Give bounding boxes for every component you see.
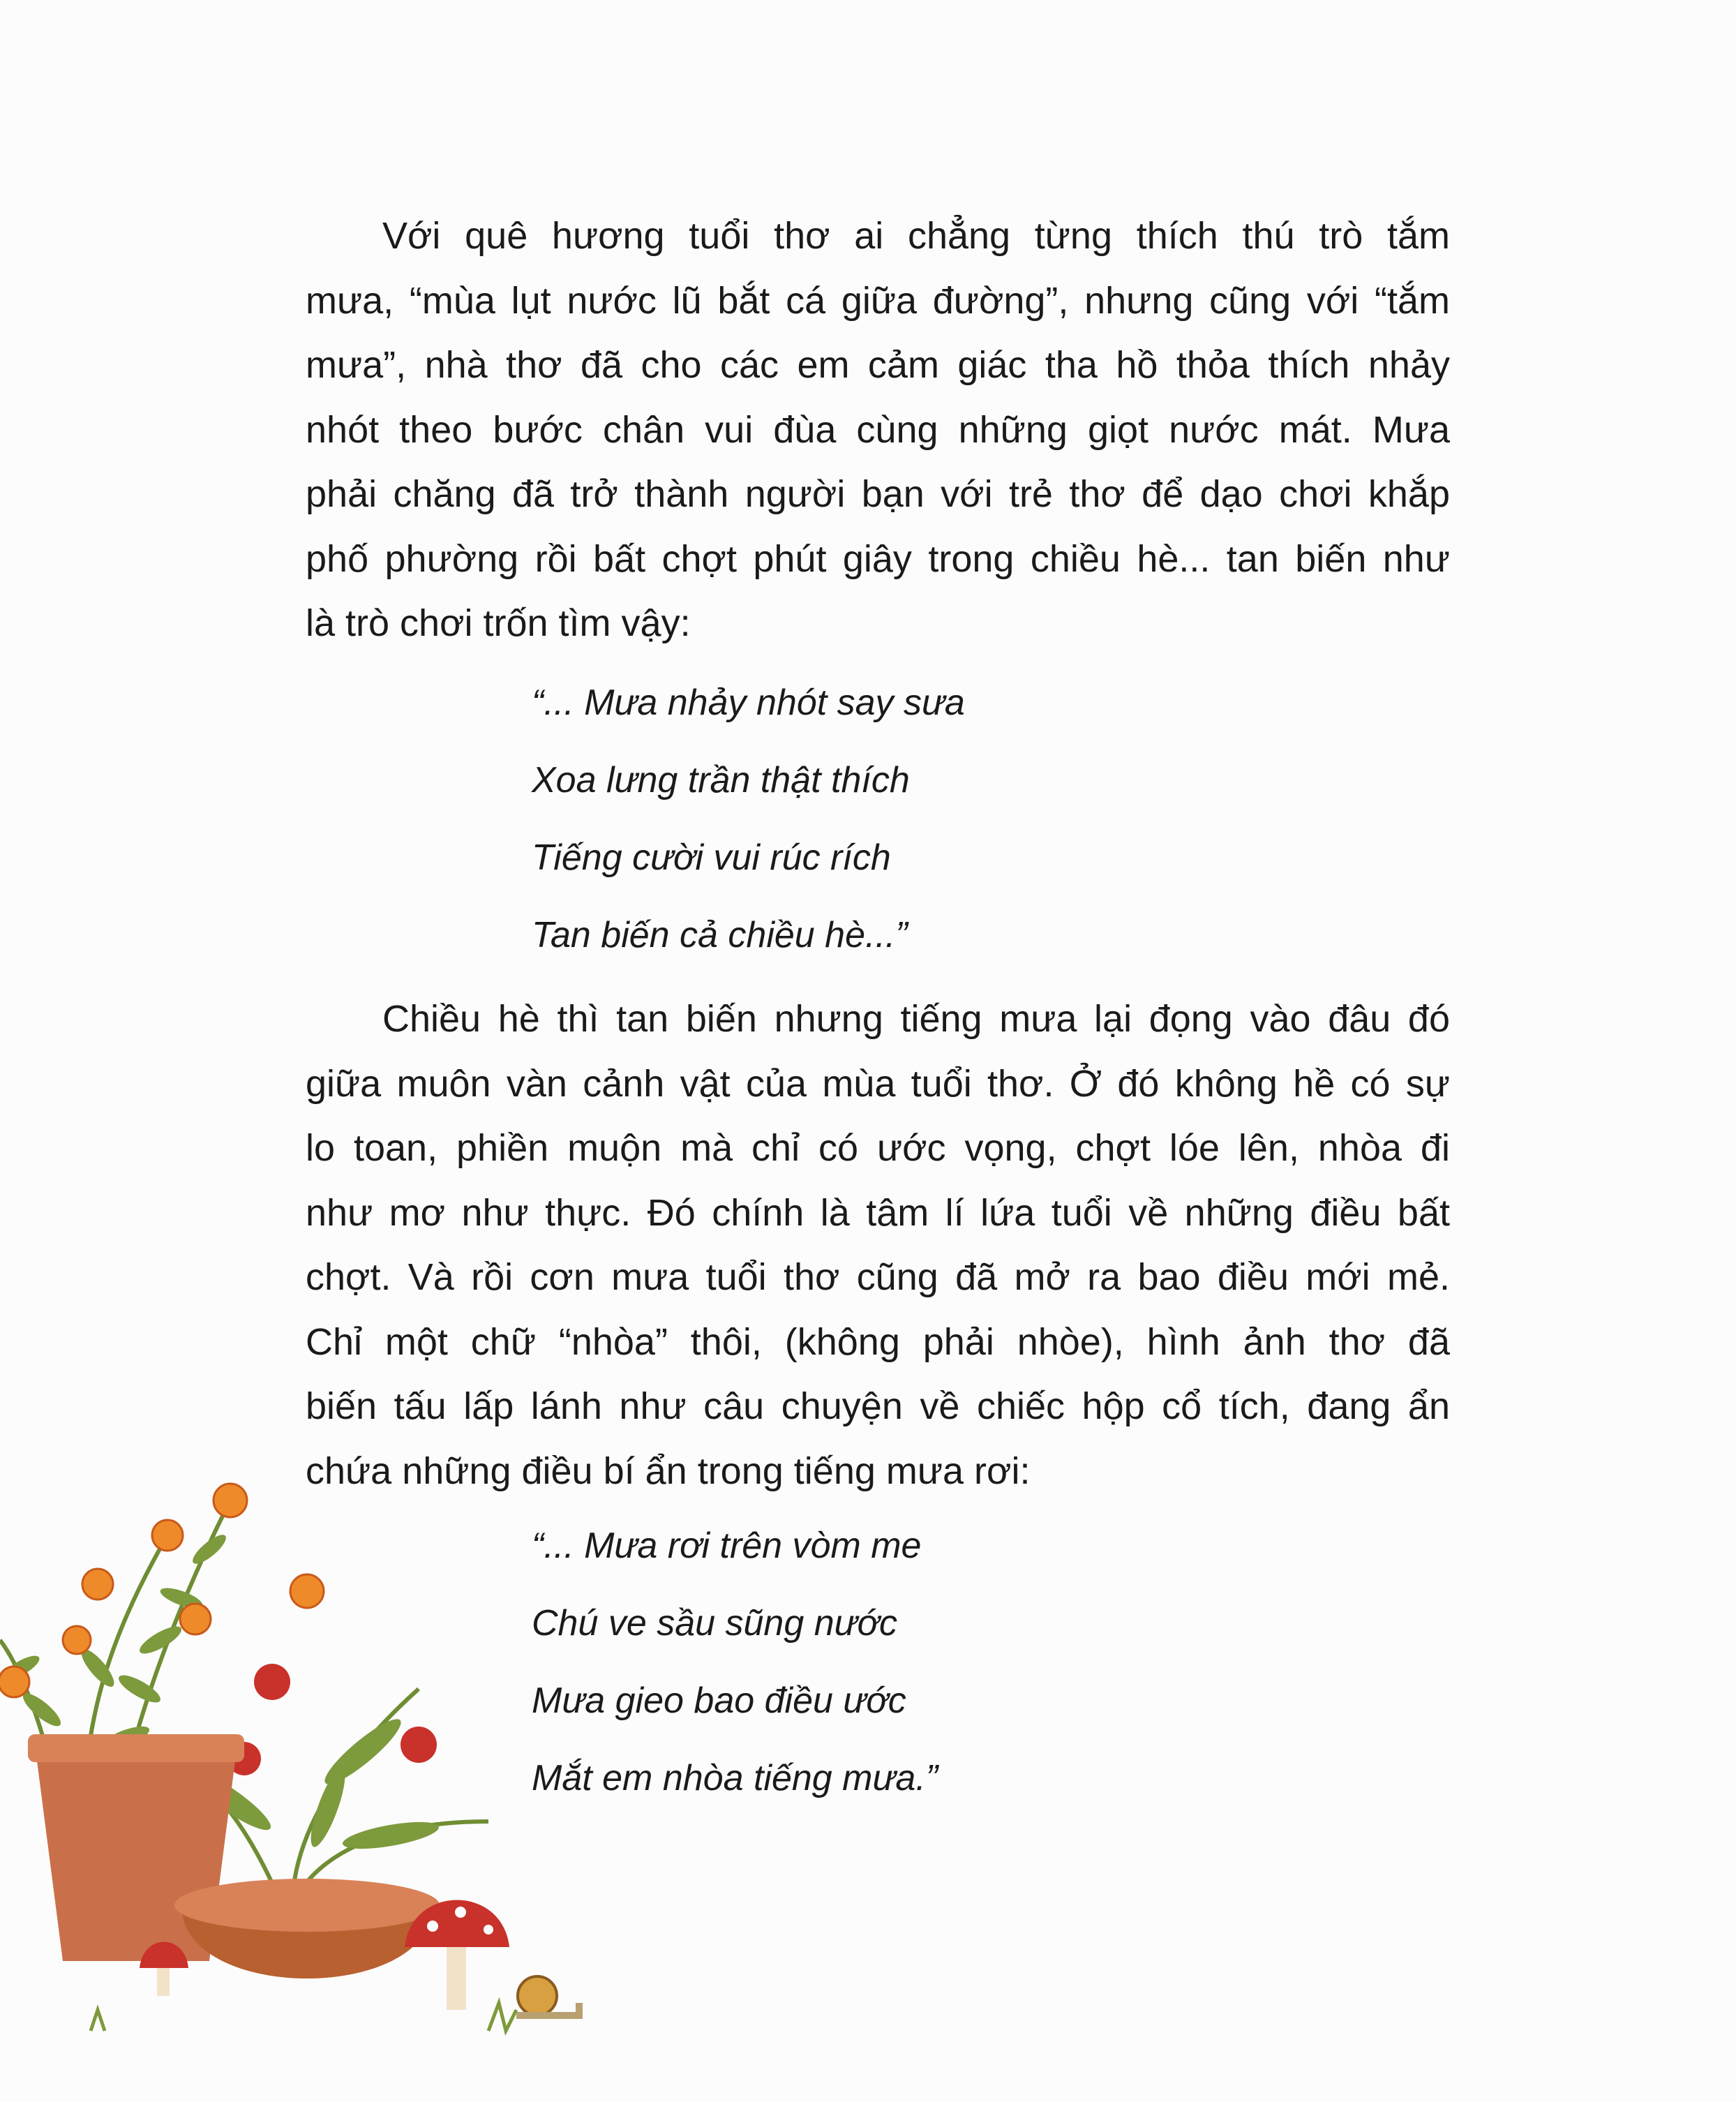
text-line: lo toan, phiền muộn mà chỉ có ước vọng, chợt lóe lên, nhòa đi <box>306 1127 1450 1169</box>
poem-line: Mưa gieo bao điều ước <box>532 1680 906 1721</box>
poem-line: Tiếng cười vui rúc rích <box>532 837 891 878</box>
text-line: như mơ như thực. Đó chính là tâm lí lứa tuổi về những điều bất <box>306 1191 1450 1234</box>
poem-1 <box>532 664 965 974</box>
text-line: giữa muôn vàn cảnh vật của mùa tuổi thơ. Ở đó không hề có sự <box>306 1062 1450 1105</box>
poem-line: “... Mưa rơi trên vòm me <box>532 1526 922 1566</box>
paragraph-2 <box>306 987 1450 1503</box>
poem-line: Xoa lưng trần thật thích <box>532 760 910 800</box>
text-line: phải chăng đã trở thành người bạn với trẻ thơ để dạo chơi khắp <box>306 473 1450 515</box>
text-line: chợt. Và rồi cơn mưa tuổi thơ cũng đã mở ra bao điều mới mẻ. <box>306 1256 1450 1298</box>
front-pot <box>174 1879 440 1978</box>
text-line: chứa những điều bí ẩn trong tiếng mưa rơi: <box>306 1449 1031 1492</box>
text-line: phố phường rồi bất chợt phút giây trong chiều hè... tan biến như <box>306 537 1450 580</box>
text-line: Với quê hương tuổi thơ ai chẳng từng thích thú trò tắm <box>382 215 1450 257</box>
poem-line: Mắt em nhòa tiếng mưa.” <box>532 1758 938 1798</box>
poem-line: Tan biến cả chiều hè...” <box>532 915 908 955</box>
text-line: nhót theo bước chân vui đùa cùng những giọt nước mát. Mưa <box>306 408 1450 451</box>
poem-line: “... Mưa nhảy nhót say sưa <box>532 683 965 723</box>
text-line: Chiều hè thì tan biến nhưng tiếng mưa lại đọng vào đâu đó <box>382 998 1450 1040</box>
text-line: biến tấu lấp lánh như câu chuyện về chiếc hộp cổ tích, đang ẩn <box>306 1385 1450 1427</box>
text-line: mưa”, nhà thơ đã cho các em cảm giác tha hồ thỏa thích nhảy <box>306 344 1450 386</box>
paragraph-1 <box>306 204 1450 656</box>
text-line: là trò chơi trốn tìm vậy: <box>306 602 691 644</box>
text-line: mưa, “mùa lụt nước lũ bắt cá giữa đường”, nhưng cũng với “tắm <box>306 279 1450 322</box>
poem-line: Chú ve sầu sũng nước <box>532 1603 898 1643</box>
snail-icon <box>516 1976 579 2015</box>
flower-pots-illustration <box>0 1459 628 2073</box>
text-line: Chỉ một chữ “nhòa” thôi, (không phải nhòe), hình ảnh thơ đã <box>306 1320 1450 1363</box>
